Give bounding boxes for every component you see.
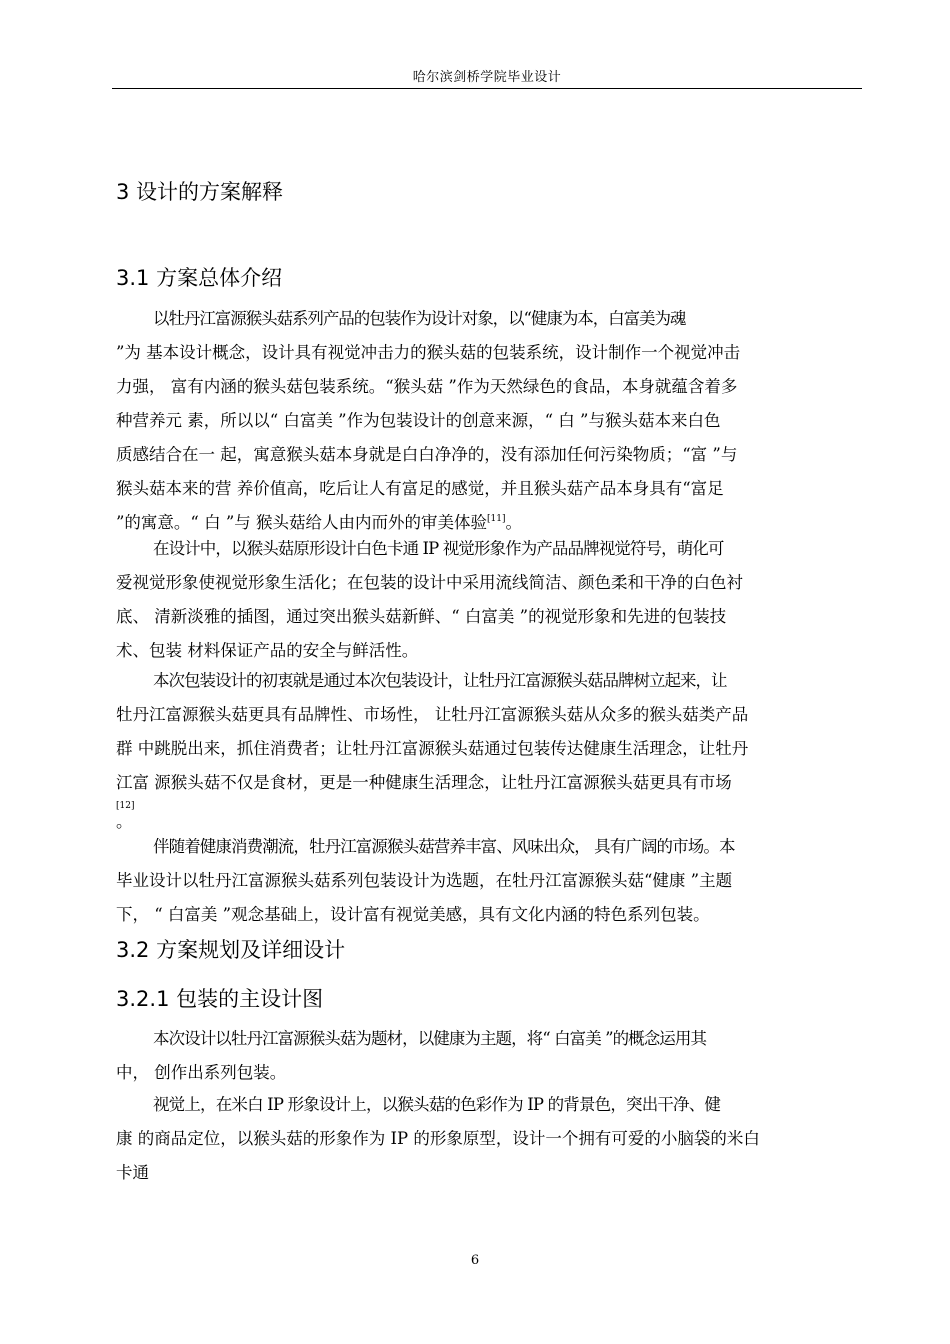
paragraph-3-1-4: [116, 830, 868, 932]
text-line: 本次包装设计的初衷就是通过本次包装设计，让牡丹江富源猴头菇品牌树立起来，让: [153, 671, 727, 690]
text-line: 群 中跳脱出来，抓住消费者；让牡丹江富源猴头菇通过包装传达健康生活理念，让牡丹: [116, 739, 749, 758]
citation-ref: [12]: [116, 801, 135, 811]
text-line: 爱视觉形象使视觉形象生活化；在包装的设计中采用流线简洁、颜色柔和干净的白色衬: [116, 573, 743, 592]
text-line: 本次设计以牡丹江富源猴头菇为题材，以健康为主题，将“ 白富美 ”的概念运用其: [153, 1029, 707, 1048]
header-divider: [112, 88, 862, 89]
text-fragment: ”的寓意。“ 白 ”与 猴头菇给人由内而外的审美体验: [116, 513, 488, 532]
text-line: 在设计中，以猴头菇原形设计白色卡通 IP 视觉形象作为产品品牌视觉符号，萌化可: [153, 539, 724, 558]
text-line: 江富 源猴头菇不仅是食材，更是一种健康生活理念，让牡丹江富源猴头菇更具有市场: [116, 773, 732, 792]
text-line: 康 的商品定位，以猴头菇的形象作为 IP 的形象原型，设计一个拥有可爱的小脑袋的米白: [116, 1129, 760, 1148]
text-line: 术、包装 材料保证产品的安全与鲜活性。: [116, 641, 419, 660]
text-line: 以牡丹江富源猴头菇系列产品的包装作为设计对象，以“健康为本，白富美为魂: [153, 309, 686, 328]
paragraph-3-1-1: [116, 302, 868, 540]
paragraph-3-1-3: [116, 664, 868, 832]
paragraph-3-2-1-1: [116, 1022, 868, 1090]
text-line: 。: [116, 812, 133, 831]
section-3-2-heading: 3.2 方案规划及详细设计: [116, 938, 346, 962]
text-line: 质感结合在一 起，寓意猴头菇本身就是白白净净的，没有添加任何污染物质；“富 ”与: [116, 445, 738, 464]
text-line: 底、 清新淡雅的插图，通过突出猴头菇新鲜、“ 白富美 ”的视觉形象和先进的包装技: [116, 607, 727, 626]
text-line: 中， 创作出系列包装。: [116, 1063, 287, 1082]
citation-ref: [11]: [487, 514, 506, 524]
page-number: 6: [470, 1253, 480, 1268]
text-line: 猴头菇本来的营 养价值高，吃后让人有富足的感觉，并且猴头菇产品本身具有“富足: [116, 479, 724, 498]
text-line: ”为 基本设计概念，设计具有视觉冲击力的猴头菇的包装系统，设计制作一个视觉冲击: [116, 343, 741, 362]
section-3-2-1-heading: 3.2.1 包装的主设计图: [116, 987, 324, 1011]
paragraph-3-1-2: [116, 532, 868, 668]
running-header: 哈尔滨剑桥学院毕业设计: [412, 70, 562, 85]
text-line: 伴随着健康消费潮流，牡丹江富源猴头菇营养丰富、风味出众， 具有广阔的市场。本: [153, 837, 735, 856]
text-line: 种营养元 素，所以以“ 白富美 ”作为包装设计的创意来源，“ 白 ”与猴头菇本来白色: [116, 411, 721, 430]
text-line: 视觉上，在米白 IP 形象设计上，以猴头菇的色彩作为 IP 的背景色，突出干净、健: [153, 1095, 721, 1114]
text-line: 力强， 富有内涵的猴头菇包装系统。“猴头菇 ”作为天然绿色的食品，本身就蕴含着多: [116, 377, 738, 396]
text-line: 下， “ 白富美 ”观念基础上，设计富有视觉美感，具有文化内涵的特色系列包装。: [116, 905, 710, 924]
text-line: 毕业设计以牡丹江富源猴头菇系列包装设计为选题，在牡丹江富源猴头菇“健康 ”主题: [116, 871, 733, 890]
text-line: 卡通: [116, 1163, 149, 1182]
text-line: 牡丹江富源猴头菇更具有品牌性、市场性， 让牡丹江富源猴头菇从众多的猴头菇类产品: [116, 705, 749, 724]
section-3-1-heading: 3.1 方案总体介绍: [116, 266, 283, 290]
section-3-heading: 3 设计的方案解释: [116, 180, 284, 204]
text-fragment: 。: [505, 513, 523, 532]
paragraph-3-2-1-2: [116, 1088, 868, 1190]
